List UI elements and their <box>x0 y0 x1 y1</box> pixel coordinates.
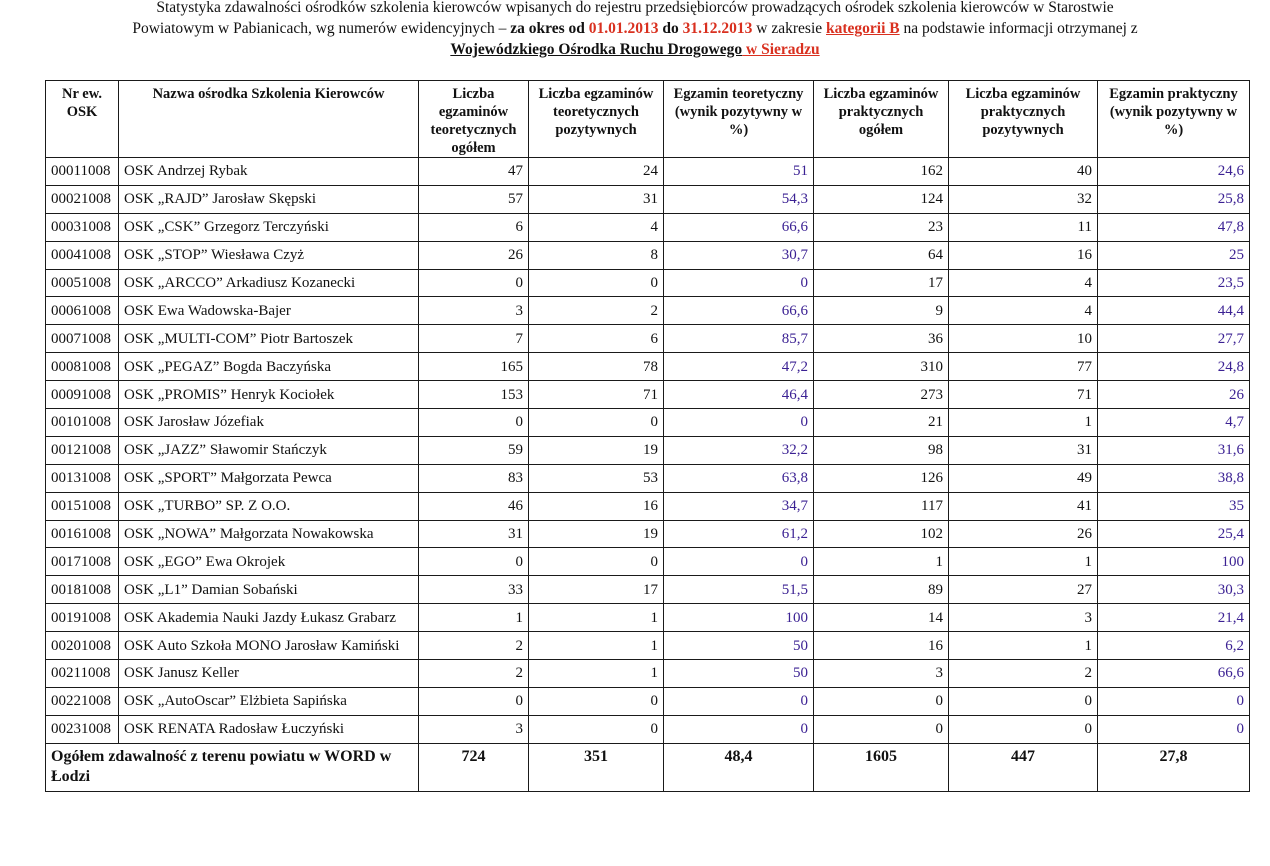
row-theory-total: 31 <box>419 520 529 548</box>
row-name: OSK „TURBO” SP. Z O.O. <box>119 492 419 520</box>
row-theory-percent: 0 <box>664 409 814 437</box>
row-theory-passed: 1 <box>529 660 664 688</box>
row-name: OSK Jarosław Józefiak <box>119 409 419 437</box>
row-practical-percent: 25,8 <box>1098 185 1250 213</box>
row-theory-total: 6 <box>419 213 529 241</box>
row-theory-passed: 78 <box>529 353 664 381</box>
row-practical-percent: 25,4 <box>1098 520 1250 548</box>
row-practical-total: 162 <box>814 158 949 186</box>
row-practical-percent: 24,6 <box>1098 158 1250 186</box>
row-id: 00121008 <box>46 436 119 464</box>
row-practical-percent: 31,6 <box>1098 436 1250 464</box>
row-theory-total: 3 <box>419 297 529 325</box>
header-id: Nr ew. OSK <box>46 81 119 158</box>
row-theory-percent: 50 <box>664 632 814 660</box>
row-practical-total: 64 <box>814 241 949 269</box>
row-practical-total: 89 <box>814 576 949 604</box>
total-practical-passed: 447 <box>949 743 1098 791</box>
header-theory-total: Liczba egzaminów teoretycznych ogółem <box>419 81 529 158</box>
table-row <box>46 548 1250 576</box>
row-theory-passed: 0 <box>529 687 664 715</box>
row-theory-percent: 46,4 <box>664 381 814 409</box>
row-theory-passed: 0 <box>529 409 664 437</box>
row-practical-total: 3 <box>814 660 949 688</box>
row-id: 00091008 <box>46 381 119 409</box>
row-theory-passed: 19 <box>529 520 664 548</box>
row-name: OSK RENATA Radosław Łuczyński <box>119 715 419 743</box>
heading-period-label: za okres od <box>510 20 589 37</box>
row-theory-total: 33 <box>419 576 529 604</box>
row-practical-passed: 11 <box>949 213 1098 241</box>
date-to: 31.12.2013 <box>682 20 753 37</box>
row-theory-passed: 2 <box>529 297 664 325</box>
row-theory-percent: 0 <box>664 687 814 715</box>
row-practical-total: 0 <box>814 687 949 715</box>
row-id: 00021008 <box>46 185 119 213</box>
row-name: OSK „SPORT” Małgorzata Pewca <box>119 464 419 492</box>
row-name: OSK Janusz Keller <box>119 660 419 688</box>
row-id: 00181008 <box>46 576 119 604</box>
row-name: OSK „RAJD” Jarosław Skępski <box>119 185 419 213</box>
row-practical-percent: 26 <box>1098 381 1250 409</box>
row-theory-passed: 0 <box>529 269 664 297</box>
table-row <box>46 464 1250 492</box>
row-theory-percent: 0 <box>664 715 814 743</box>
row-id: 00051008 <box>46 269 119 297</box>
row-id: 00171008 <box>46 548 119 576</box>
row-id: 00101008 <box>46 409 119 437</box>
table-row <box>46 576 1250 604</box>
total-practical-total: 1605 <box>814 743 949 791</box>
row-theory-percent: 66,6 <box>664 213 814 241</box>
total-theory-percent: 48,4 <box>664 743 814 791</box>
row-theory-percent: 51 <box>664 158 814 186</box>
row-name: OSK „NOWA” Małgorzata Nowakowska <box>119 520 419 548</box>
table-row <box>46 604 1250 632</box>
table-row <box>46 687 1250 715</box>
row-practical-passed: 27 <box>949 576 1098 604</box>
row-theory-percent: 100 <box>664 604 814 632</box>
row-practical-total: 14 <box>814 604 949 632</box>
table-row <box>46 185 1250 213</box>
table-row <box>46 353 1250 381</box>
row-practical-total: 17 <box>814 269 949 297</box>
row-theory-percent: 0 <box>664 269 814 297</box>
row-name: OSK „JAZZ” Sławomir Stańczyk <box>119 436 419 464</box>
row-practical-total: 16 <box>814 632 949 660</box>
row-theory-total: 0 <box>419 269 529 297</box>
category-label: kategorii B <box>826 20 900 37</box>
row-theory-percent: 51,5 <box>664 576 814 604</box>
header-practical-passed: Liczba egzaminów praktycznych pozytywnych <box>949 81 1098 158</box>
row-theory-percent: 32,2 <box>664 436 814 464</box>
row-practical-percent: 23,5 <box>1098 269 1250 297</box>
row-practical-passed: 0 <box>949 687 1098 715</box>
row-practical-percent: 35 <box>1098 492 1250 520</box>
row-name: OSK „EGO” Ewa Okrojek <box>119 548 419 576</box>
row-theory-total: 2 <box>419 660 529 688</box>
row-theory-percent: 66,6 <box>664 297 814 325</box>
row-practical-passed: 31 <box>949 436 1098 464</box>
row-theory-passed: 16 <box>529 492 664 520</box>
table-row <box>46 520 1250 548</box>
heading-text: Powiatowym w Pabianicach, wg numerów ewidencyjnych – <box>132 20 511 37</box>
row-practical-passed: 4 <box>949 297 1098 325</box>
row-name: OSK „PEGAZ” Bogda Baczyńska <box>119 353 419 381</box>
row-name: OSK „AutoOscar” Elżbieta Sapińska <box>119 687 419 715</box>
table-row <box>46 436 1250 464</box>
heading-line-2 <box>0 18 1270 39</box>
row-practical-passed: 1 <box>949 632 1098 660</box>
row-practical-passed: 41 <box>949 492 1098 520</box>
row-practical-passed: 77 <box>949 353 1098 381</box>
row-id: 00081008 <box>46 353 119 381</box>
row-theory-passed: 53 <box>529 464 664 492</box>
row-theory-passed: 6 <box>529 325 664 353</box>
table-header-row <box>46 81 1250 158</box>
row-practical-percent: 4,7 <box>1098 409 1250 437</box>
row-theory-passed: 71 <box>529 381 664 409</box>
row-theory-passed: 8 <box>529 241 664 269</box>
header-practical-total: Liczba egzaminów praktycznych ogółem <box>814 81 949 158</box>
row-practical-passed: 0 <box>949 715 1098 743</box>
row-practical-total: 21 <box>814 409 949 437</box>
row-practical-percent: 100 <box>1098 548 1250 576</box>
total-theory-total: 724 <box>419 743 529 791</box>
row-id: 00161008 <box>46 520 119 548</box>
table-row <box>46 241 1250 269</box>
heading-line-1: Statystyka zdawalności ośrodków szkolenia kierowców wpisanych do rejestru przedsiębiorców prowadzących ośrodek szkolenia kierowców w Starostwie <box>156 0 1114 16</box>
heading-line-3 <box>0 39 1270 60</box>
row-practical-percent: 47,8 <box>1098 213 1250 241</box>
row-theory-percent: 30,7 <box>664 241 814 269</box>
source-organization: Wojewódzkiego Ośrodka Ruchu Drogowego <box>450 41 743 58</box>
header-theory-passed: Liczba egzaminów teoretycznych pozytywnych <box>529 81 664 158</box>
row-theory-total: 1 <box>419 604 529 632</box>
row-practical-passed: 1 <box>949 548 1098 576</box>
heading-to-label: do <box>658 20 683 37</box>
row-practical-total: 273 <box>814 381 949 409</box>
row-theory-total: 47 <box>419 158 529 186</box>
row-practical-percent: 66,6 <box>1098 660 1250 688</box>
row-practical-percent: 38,8 <box>1098 464 1250 492</box>
row-practical-passed: 40 <box>949 158 1098 186</box>
row-practical-passed: 16 <box>949 241 1098 269</box>
row-name: OSK „PROMIS” Henryk Kociołek <box>119 381 419 409</box>
row-name: OSK Ewa Wadowska-Bajer <box>119 297 419 325</box>
row-practical-total: 0 <box>814 715 949 743</box>
heading-scope-label: w zakresie <box>752 20 827 37</box>
date-from: 01.01.2013 <box>588 20 659 37</box>
row-practical-percent: 6,2 <box>1098 632 1250 660</box>
row-theory-percent: 54,3 <box>664 185 814 213</box>
row-practical-total: 98 <box>814 436 949 464</box>
row-theory-total: 0 <box>419 687 529 715</box>
table-row <box>46 381 1250 409</box>
row-practical-total: 117 <box>814 492 949 520</box>
row-practical-total: 102 <box>814 520 949 548</box>
row-id: 00031008 <box>46 213 119 241</box>
row-name: OSK „L1” Damian Sobański <box>119 576 419 604</box>
header-theory-percent: Egzamin teoretyczny (wynik pozytywny w %) <box>664 81 814 158</box>
row-practical-passed: 26 <box>949 520 1098 548</box>
row-theory-percent: 63,8 <box>664 464 814 492</box>
row-practical-total: 124 <box>814 185 949 213</box>
row-practical-passed: 2 <box>949 660 1098 688</box>
row-theory-passed: 4 <box>529 213 664 241</box>
row-practical-passed: 49 <box>949 464 1098 492</box>
row-theory-total: 0 <box>419 409 529 437</box>
row-theory-passed: 0 <box>529 715 664 743</box>
row-practical-passed: 10 <box>949 325 1098 353</box>
row-id: 00191008 <box>46 604 119 632</box>
table-row <box>46 660 1250 688</box>
row-theory-passed: 19 <box>529 436 664 464</box>
row-theory-total: 153 <box>419 381 529 409</box>
header-practical-percent: Egzamin praktyczny (wynik pozytywny w %) <box>1098 81 1250 158</box>
row-theory-total: 2 <box>419 632 529 660</box>
row-theory-percent: 85,7 <box>664 325 814 353</box>
row-name: OSK „CSK” Grzegorz Terczyński <box>119 213 419 241</box>
row-practical-total: 9 <box>814 297 949 325</box>
total-theory-passed: 351 <box>529 743 664 791</box>
row-practical-total: 126 <box>814 464 949 492</box>
row-theory-total: 26 <box>419 241 529 269</box>
row-id: 00201008 <box>46 632 119 660</box>
total-row <box>46 743 1250 791</box>
total-label: Ogółem zdawalność z terenu powiatu w WORD w Łodzi <box>46 743 419 791</box>
row-id: 00071008 <box>46 325 119 353</box>
table-row <box>46 632 1250 660</box>
row-practical-total: 1 <box>814 548 949 576</box>
row-practical-percent: 24,8 <box>1098 353 1250 381</box>
row-practical-percent: 0 <box>1098 687 1250 715</box>
row-practical-percent: 27,7 <box>1098 325 1250 353</box>
row-theory-total: 59 <box>419 436 529 464</box>
document-heading <box>0 0 1270 60</box>
row-theory-total: 83 <box>419 464 529 492</box>
row-theory-passed: 31 <box>529 185 664 213</box>
row-practical-passed: 1 <box>949 409 1098 437</box>
row-practical-total: 310 <box>814 353 949 381</box>
row-theory-passed: 1 <box>529 604 664 632</box>
row-name: OSK „STOP” Wiesława Czyż <box>119 241 419 269</box>
row-theory-passed: 1 <box>529 632 664 660</box>
row-name: OSK Akademia Nauki Jazdy Łukasz Grabarz <box>119 604 419 632</box>
row-practical-passed: 32 <box>949 185 1098 213</box>
row-theory-total: 57 <box>419 185 529 213</box>
row-theory-passed: 0 <box>529 548 664 576</box>
row-id: 00231008 <box>46 715 119 743</box>
row-theory-total: 3 <box>419 715 529 743</box>
table-row <box>46 269 1250 297</box>
row-theory-total: 165 <box>419 353 529 381</box>
row-practical-percent: 25 <box>1098 241 1250 269</box>
row-name: OSK „MULTI-COM” Piotr Bartoszek <box>119 325 419 353</box>
row-practical-percent: 30,3 <box>1098 576 1250 604</box>
row-theory-passed: 24 <box>529 158 664 186</box>
row-practical-passed: 4 <box>949 269 1098 297</box>
statistics-table <box>45 80 1250 792</box>
row-practical-passed: 3 <box>949 604 1098 632</box>
table-row <box>46 409 1250 437</box>
row-theory-total: 0 <box>419 548 529 576</box>
row-id: 00061008 <box>46 297 119 325</box>
row-practical-total: 23 <box>814 213 949 241</box>
heading-source-label: na podstawie informacji otrzymanej z <box>899 20 1138 37</box>
row-id: 00011008 <box>46 158 119 186</box>
row-id: 00131008 <box>46 464 119 492</box>
row-practical-percent: 21,4 <box>1098 604 1250 632</box>
table-row <box>46 325 1250 353</box>
row-name: OSK Auto Szkoła MONO Jarosław Kamiński <box>119 632 419 660</box>
row-name: OSK Andrzej Rybak <box>119 158 419 186</box>
row-theory-percent: 50 <box>664 660 814 688</box>
total-practical-percent: 27,8 <box>1098 743 1250 791</box>
row-theory-total: 7 <box>419 325 529 353</box>
header-name: Nazwa ośrodka Szkolenia Kierowców <box>119 81 419 158</box>
row-id: 00041008 <box>46 241 119 269</box>
row-practical-passed: 71 <box>949 381 1098 409</box>
row-theory-percent: 34,7 <box>664 492 814 520</box>
row-id: 00221008 <box>46 687 119 715</box>
row-theory-percent: 47,2 <box>664 353 814 381</box>
row-practical-percent: 0 <box>1098 715 1250 743</box>
row-name: OSK „ARCCO” Arkadiusz Kozanecki <box>119 269 419 297</box>
row-theory-percent: 0 <box>664 548 814 576</box>
row-theory-total: 46 <box>419 492 529 520</box>
row-theory-percent: 61,2 <box>664 520 814 548</box>
table-row <box>46 715 1250 743</box>
table-row <box>46 213 1250 241</box>
row-id: 00211008 <box>46 660 119 688</box>
table-row <box>46 492 1250 520</box>
table-row <box>46 297 1250 325</box>
row-practical-total: 36 <box>814 325 949 353</box>
table-row <box>46 158 1250 186</box>
source-city: w Sieradzu <box>742 41 820 58</box>
row-theory-passed: 17 <box>529 576 664 604</box>
row-id: 00151008 <box>46 492 119 520</box>
row-practical-percent: 44,4 <box>1098 297 1250 325</box>
